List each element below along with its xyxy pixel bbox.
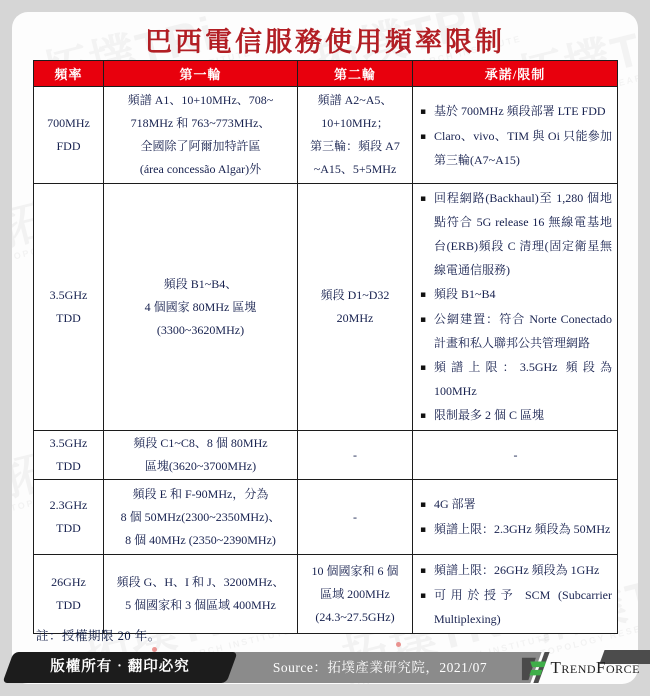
- footnote: 註：授權期限 20 年。: [36, 629, 161, 643]
- restriction-item: [419, 307, 612, 355]
- cell-frequency: 3.5GHz TDD: [34, 431, 104, 480]
- cell-round1: 頻段 E 和 F-90MHz，分為 8 個 50MHz(2300~2350MHz)、 8 個 40MHz (2350~2390MHz): [104, 480, 298, 555]
- restriction-text: 4G 部署: [434, 497, 476, 511]
- cell-restrictions: [413, 555, 618, 634]
- restriction-item: [419, 124, 612, 172]
- cell-round2: 頻譜 A2~A5、 10+10MHz； 第三輪：頻段 A7 ~A15、5+5MHz: [298, 87, 413, 184]
- restriction-item: [419, 583, 612, 631]
- table-row: [34, 431, 618, 480]
- restriction-text: 回程網路(Backhaul)至 1,280 個地點符合 5G release 16 無線電基地台(ERB)頻段 C 清理(固定衛星無線電通信服務): [434, 191, 612, 277]
- restriction-text: 頻段 B1~B4: [434, 287, 496, 301]
- table-row: [34, 184, 618, 431]
- trendforce-logo-icon: [521, 655, 547, 681]
- cell-round1: 頻段 B1~B4、 4 個國家 80MHz 區塊 (3300~3620MHz): [104, 184, 298, 431]
- restriction-text: 基於 700MHz 頻段部署 LTE FDD: [434, 103, 606, 118]
- table-row: [34, 555, 618, 634]
- cell-round2: -: [298, 480, 413, 555]
- restriction-text: 可用於授予 SCM (Subcarrier Multiplexing): [434, 587, 612, 626]
- bullet-icon: ▪: [420, 565, 427, 576]
- cell-frequency: 3.5GHz TDD: [34, 184, 104, 431]
- footer-bar: [0, 652, 650, 683]
- cell-restrictions: [413, 87, 618, 184]
- restriction-item: [419, 558, 612, 583]
- page-title: 巴西電信服務使用頻率限制: [145, 27, 505, 57]
- copyright-text: 版權所有‧翻印必究: [50, 659, 190, 675]
- restriction-text: 頻譜上限：26GHz 頻段為 1GHz: [434, 562, 600, 577]
- content-card: [12, 12, 638, 684]
- bullet-icon: ▪: [420, 590, 427, 601]
- restriction-item: [419, 355, 612, 403]
- restriction-item: [419, 186, 612, 282]
- cell-frequency: 700MHz FDD: [34, 87, 104, 184]
- restriction-item: [419, 282, 612, 307]
- table-row: [34, 87, 618, 184]
- bullet-icon: ▪: [420, 290, 427, 300]
- cell-round2: 頻段 D1~D32 20MHz: [298, 184, 413, 431]
- cell-round1: 頻段 C1~C8、8 個 80MHz 區塊(3620~3700MHz): [104, 431, 298, 480]
- trendforce-logo: [521, 655, 640, 681]
- cell-restrictions: [413, 480, 618, 555]
- bullet-icon: ▪: [420, 315, 427, 325]
- restriction-item: [419, 492, 612, 517]
- restriction-item: [419, 403, 612, 428]
- trendforce-wordmark: TrendForce: [550, 658, 640, 677]
- bullet-icon: ▪: [420, 411, 427, 421]
- source-ribbon: [218, 652, 541, 683]
- col-header-round2: 第二輪: [298, 61, 413, 87]
- cell-restrictions: [413, 184, 618, 431]
- table-row: [34, 480, 618, 555]
- cell-round2: -: [298, 431, 413, 480]
- table-header-row: [34, 61, 618, 87]
- col-header-frequency: 頻率: [34, 61, 104, 87]
- bullet-icon: ▪: [420, 194, 427, 204]
- copyright-ribbon: [2, 652, 237, 683]
- restriction-item: [419, 517, 612, 542]
- watermark-dot: [396, 642, 401, 647]
- bullet-icon: ▪: [420, 500, 427, 510]
- col-header-round1: 第一輪: [104, 61, 298, 87]
- bullet-icon: ▪: [420, 106, 427, 117]
- bullet-icon: ▪: [420, 363, 427, 373]
- cell-round1: 頻段 G、H、I 和 J、3200MHz、 5 個國家和 3 個區域 400MHz: [104, 555, 298, 634]
- restriction-text: 限制最多 2 個 C 區塊: [434, 408, 545, 422]
- cell-round1: 頻譜 A1、10+10MHz、708~ 718MHz 和 763~773MHz、 全國除了阿爾加特許區 (área concessão Algar)外: [104, 87, 298, 184]
- source-text: Source：拓墣產業研究院，2021/07: [272, 660, 488, 675]
- frequency-table: [33, 60, 618, 634]
- restriction-text: 頻譜上限：2.3GHz 頻段為 50MHz: [434, 522, 611, 536]
- bullet-icon: ▪: [420, 131, 427, 142]
- cell-frequency: 2.3GHz TDD: [34, 480, 104, 555]
- restriction-item: [419, 99, 612, 124]
- col-header-restrictions: 承諾/限制: [413, 61, 618, 87]
- bullet-icon: ▪: [420, 525, 427, 535]
- restriction-text: 頻譜上限：3.5GHz 頻段為 100MHz: [434, 360, 612, 398]
- restriction-text: 公網建置：符合 Norte Conectado 計畫和私人聯邦公共管理網路: [434, 312, 612, 350]
- cell-round2: 10 個國家和 6 個 區域 200MHz (24.3~27.5GHz): [298, 555, 413, 634]
- restriction-text: Claro、vivo、TIM 與 Oi 只能參加第三輪(A7~A15): [434, 128, 612, 167]
- cell-frequency: 26GHz TDD: [34, 555, 104, 634]
- cell-restrictions: -: [413, 431, 618, 480]
